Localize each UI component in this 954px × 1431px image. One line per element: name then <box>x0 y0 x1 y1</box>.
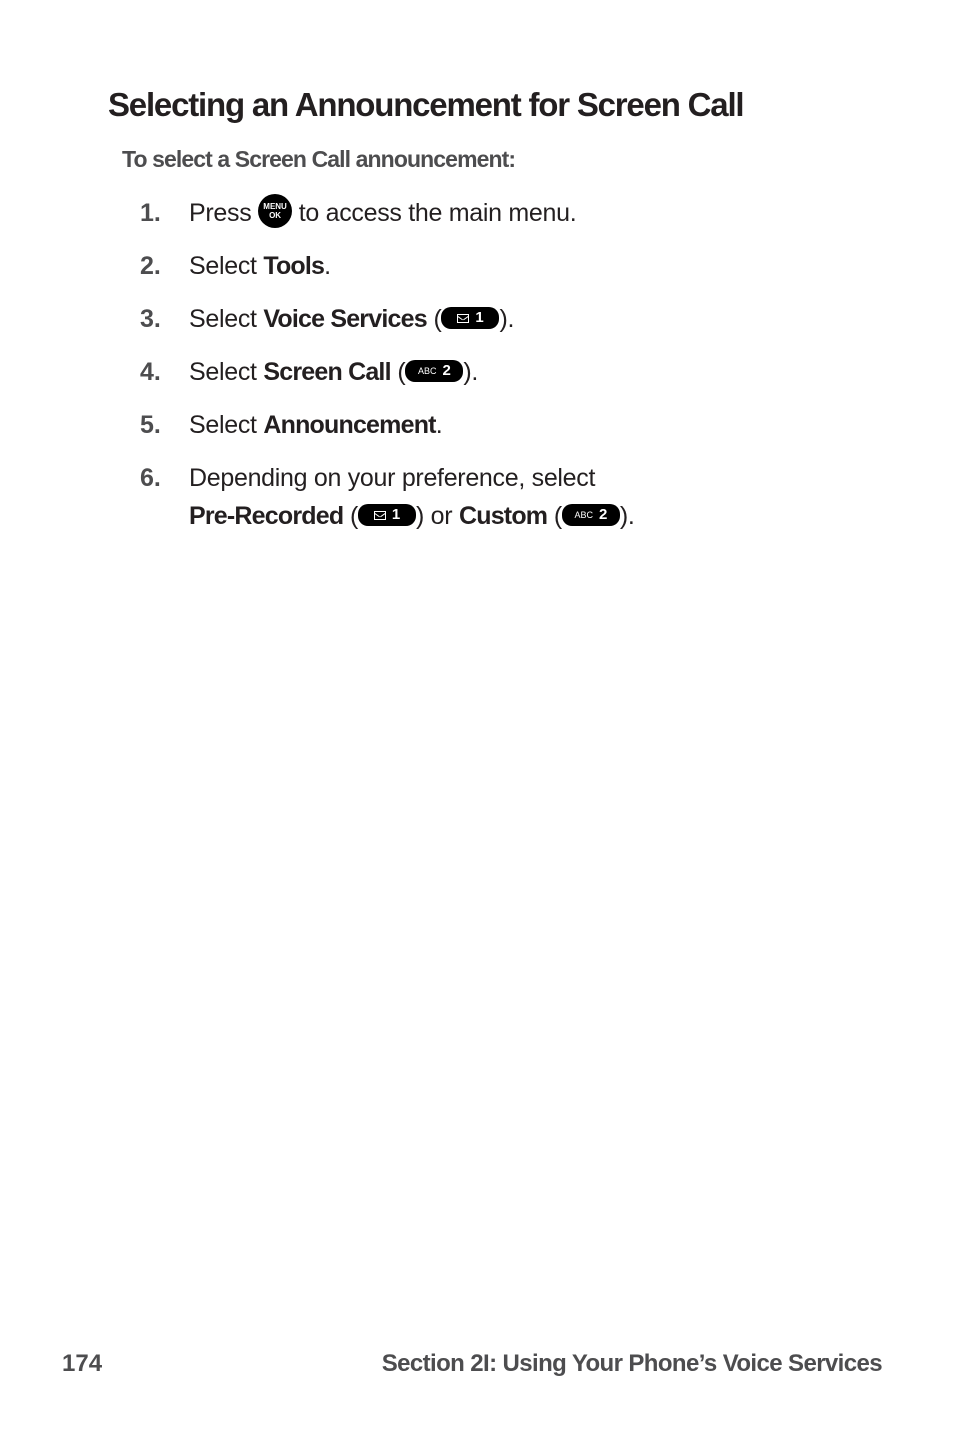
key-1-icon: 1 <box>441 307 499 329</box>
step-text: Select Tools. <box>189 252 331 280</box>
menu-option-tools: Tools <box>263 252 325 280</box>
procedure-heading: To select a Screen Call announcement: <box>122 146 516 172</box>
page-title: Selecting an Announcement for Screen Call <box>108 86 744 123</box>
step-2 <box>140 247 900 300</box>
menu-ok-key-icon: MENU OK <box>258 194 292 228</box>
step-text: Select Announcement. <box>189 411 443 439</box>
step-1 <box>140 194 900 247</box>
menu-option-custom: Custom <box>458 502 548 530</box>
step-4 <box>140 353 900 406</box>
menu-option-announcement: Announcement <box>263 411 436 439</box>
key-1-icon: 1 <box>358 504 416 526</box>
menu-option-voice-services: Voice Services <box>263 305 427 333</box>
envelope-icon <box>457 314 469 323</box>
step-number: 2. <box>140 252 161 280</box>
page-number: 174 <box>62 1350 103 1377</box>
step-number: 6. <box>140 464 161 492</box>
step-list <box>140 194 900 549</box>
menu-option-screen-call: Screen Call <box>263 358 391 386</box>
step-number: 5. <box>140 411 161 439</box>
step-number: 4. <box>140 358 161 386</box>
step-number: 3. <box>140 305 161 333</box>
step-text: Select Voice Services ( 1 ). <box>189 305 515 333</box>
step-3 <box>140 300 900 353</box>
step-number: 1. <box>140 199 161 227</box>
section-footer: Section 2I: Using Your Phone’s Voice Services <box>381 1350 882 1377</box>
step-text: Press MENU OK to access the main menu. <box>189 194 576 232</box>
step-5 <box>140 406 900 459</box>
step-6 <box>140 459 900 549</box>
step-text: Select Screen Call ( ABC 2 ). <box>189 358 479 386</box>
key-2-icon: ABC 2 <box>405 360 463 382</box>
key-2-icon: ABC 2 <box>562 504 620 526</box>
menu-option-pre-recorded: Pre-Recorded <box>189 502 344 530</box>
envelope-icon <box>374 511 386 520</box>
step-text: Depending on your preference, select Pre-Recorded ( 1 ) or Custom ( ABC 2 ). <box>189 464 635 530</box>
